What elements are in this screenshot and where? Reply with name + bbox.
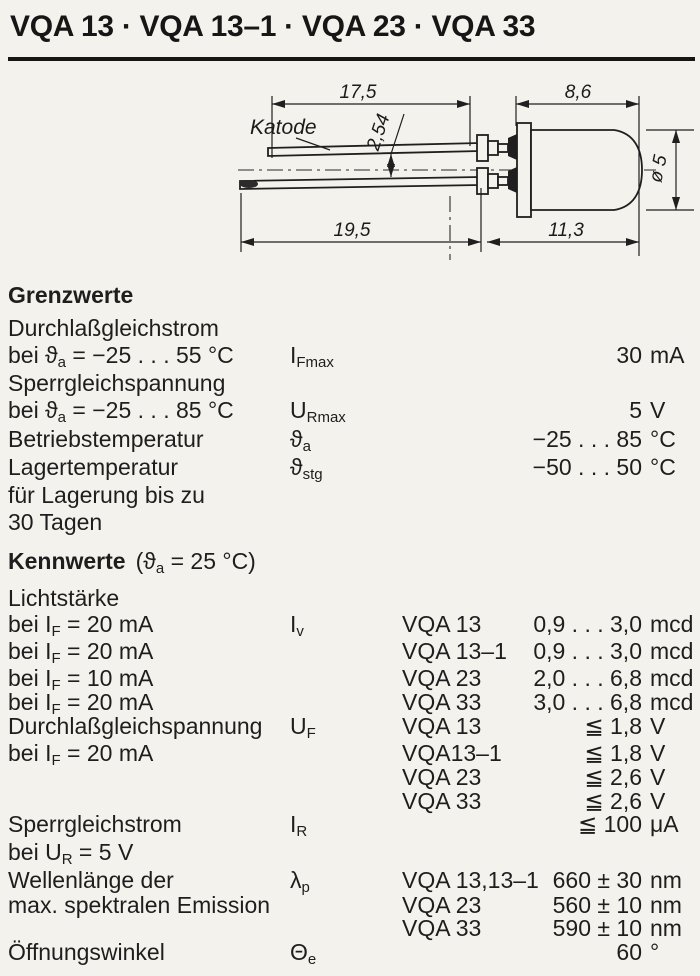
row-durchlassgleichstrom-cond: bei $ϑ_a = -25$ . . . 55 °C $I_{Fmax}$ 30 mA	[8, 342, 685, 371]
row-sperrgleichspannung-cond: bei $ϑ_a = -25$ . . . 85 °C $U_{Rmax}$ 5 V	[8, 397, 666, 426]
value: −25 . . . 85	[532, 426, 642, 452]
katode-label: Katode	[250, 116, 317, 139]
unit: °C	[650, 426, 676, 452]
led-dimension-drawing	[0, 70, 700, 275]
type-name: VQA 33	[402, 689, 482, 715]
value: 2,0 . . . 6,8	[533, 665, 642, 691]
led-body	[531, 130, 642, 210]
type-name: VQA 13–1	[402, 638, 507, 664]
row-sperrgleichstrom-cond: bei $U_R = 5$ V	[8, 839, 134, 868]
row-lagertemperatur: Lagertemperatur $ϑ_{stg}$ −50 . . . 50 °C	[8, 454, 676, 483]
row-lagertemperatur-cont2: 30 Tagen	[8, 509, 103, 535]
anode-lead-step	[477, 168, 488, 194]
value: −50 . . . 50	[532, 454, 642, 480]
type-name: VQA 33	[402, 915, 482, 941]
value: ≦ 2,6	[584, 788, 642, 814]
unit: V	[650, 764, 666, 790]
value: 590 ± 10	[552, 915, 642, 941]
row-wellenlaenge-2: max. spektralen Emission VQA 23 560 ± 10 nm	[8, 892, 682, 918]
unit: mcd	[650, 665, 694, 691]
symbol-ifmax: $I_{Fmax}$	[290, 342, 334, 371]
cathode-anchor	[508, 134, 517, 160]
value: ≦ 2,6	[584, 764, 642, 790]
dim-17-5-label: 17,5	[339, 82, 377, 103]
led-flange	[517, 123, 531, 217]
cathode-lead-step	[477, 135, 488, 161]
row-sperrgleichstrom: Sperrgleichstrom $I_R$ ≦ 100 μA	[8, 811, 679, 840]
cathode-lead-step2	[488, 141, 498, 155]
unit: V	[650, 397, 666, 423]
unit: nm	[650, 915, 682, 941]
dim-2-54-label: 2,54	[363, 111, 395, 154]
dim-8-6-label: 8,6	[564, 82, 592, 103]
row-durchlassgleichstrom: Durchlaßgleichstrom	[8, 315, 219, 341]
value: 5	[629, 397, 642, 423]
kennwerte-heading: Kennwerte ($ϑ_a = 25$ °C)	[8, 548, 256, 577]
symbol-theta-a: $ϑ_a$	[290, 426, 311, 455]
row-lichtstaerke-label: Lichtstärke	[8, 585, 120, 611]
symbol-theta-e: $\Theta_e$	[290, 939, 317, 968]
anode-lead	[240, 177, 480, 189]
row-lichtstaerke-2: bei $I_F = 20$ mA VQA 13–1 0,9 . . . 3,0 mcd	[8, 638, 694, 667]
value: 3,0 . . . 6,8	[533, 689, 642, 715]
unit: V	[650, 740, 666, 766]
row-sperrgleichspannung: Sperrgleichspannung	[8, 370, 226, 396]
value: ≦ 1,8	[584, 740, 642, 766]
unit: V	[650, 713, 666, 739]
value: 660 ± 30	[552, 867, 642, 893]
value: 60	[616, 939, 642, 965]
type-name: VQA 13	[402, 713, 482, 739]
dim-11-3-label: 11,3	[548, 220, 584, 241]
type-name: VQA 23	[402, 665, 482, 691]
row-durchlassspannung-1: Durchlaßgleichspannung $U_F$ VQA 13 ≦ 1,8 V	[8, 713, 666, 742]
value: ≦ 1,8	[584, 713, 642, 739]
unit: V	[650, 788, 666, 814]
unit: μA	[650, 811, 679, 837]
row-lichtstaerke-3: bei $I_F = 10$ mA VQA 23 2,0 . . . 6,8 mcd	[8, 665, 694, 694]
anode-anchor	[508, 167, 517, 193]
anode-lead-tip	[240, 180, 258, 188]
row-oeffnungswinkel: Öffnungswinkel $\Theta_e$ 60 °	[8, 939, 660, 968]
row-lichtstaerke-1: bei $I_F = 20$ mA $I_v$ VQA 13 0,9 . . . 3,0 mcd	[8, 611, 694, 640]
anode-lead-step2	[488, 174, 498, 188]
row-wellenlaenge-1: Wellenlänge der $\lambda_p$ VQA 13,13–1 660 ± 30 nm	[8, 867, 682, 896]
unit: nm	[650, 867, 682, 893]
dim-dia-5-label: ø 5	[645, 153, 672, 185]
type-name: VQA 33	[402, 788, 482, 814]
title-rule	[8, 57, 695, 61]
type-name: VQA 13,13–1	[402, 867, 539, 893]
row-lichtstaerke-4: bei $I_F = 20$ mA VQA 33 3,0 . . . 6,8 mcd	[8, 689, 694, 718]
symbol-iv: $I_v$	[290, 611, 304, 640]
symbol-ir: $I_R$	[290, 811, 308, 840]
value: 0,9 . . . 3,0	[533, 638, 642, 664]
unit: °C	[650, 454, 676, 480]
dim-19-5-label: 19,5	[333, 220, 371, 241]
symbol-urmax: $U_{Rmax}$	[290, 397, 346, 426]
unit: nm	[650, 892, 682, 918]
symbol-lambda-p: $\lambda_p$	[290, 867, 310, 896]
type-name: VQA 13	[402, 611, 482, 637]
cathode-lead-rod	[498, 144, 508, 152]
row-betriebstemperatur: Betriebstemperatur $ϑ_a$ −25 . . . 85 °C	[8, 426, 676, 455]
type-name: VQA13–1	[402, 740, 502, 766]
grenzwerte-heading: Grenzwerte	[8, 282, 134, 308]
symbol-uf: $U_F$	[290, 713, 316, 742]
unit: mcd	[650, 638, 694, 664]
page-title: VQA 13 · VQA 13–1 · VQA 23 · VQA 33	[10, 10, 536, 43]
unit: °	[650, 939, 660, 965]
value: 0,9 . . . 3,0	[533, 611, 642, 637]
value: ≦ 100	[577, 811, 642, 837]
row-durchlassspannung-2: bei $I_F = 20$ mA VQA13–1 ≦ 1,8 V	[8, 740, 666, 769]
symbol-theta-stg: $ϑ_{stg}$	[290, 454, 323, 483]
value: 30	[616, 342, 642, 368]
value: 560 ± 10	[552, 892, 642, 918]
unit: mA	[650, 342, 685, 368]
anode-lead-rod	[498, 177, 508, 185]
type-name: VQA 23	[402, 892, 482, 918]
unit: mcd	[650, 611, 694, 637]
type-name: VQA 23	[402, 764, 482, 790]
unit: mcd	[650, 689, 694, 715]
row-lagertemperatur-cont: für Lagerung bis zu	[8, 482, 205, 508]
